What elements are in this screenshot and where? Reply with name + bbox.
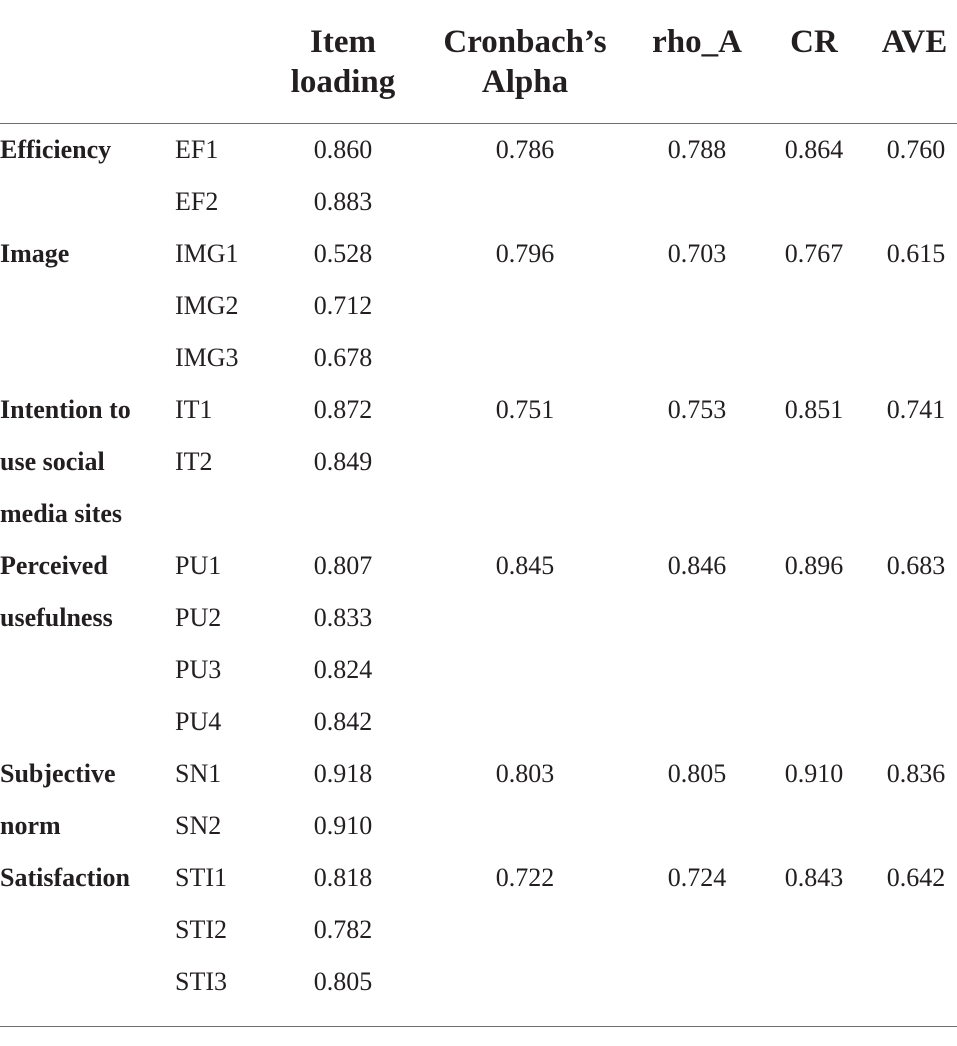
alpha-cell	[440, 644, 610, 696]
rho-a-cell	[645, 800, 749, 852]
loading-cell: 0.883	[313, 187, 373, 216]
construct-cell: Satisfaction	[0, 863, 130, 892]
loading-cell: 0.824	[313, 655, 373, 684]
ave-cell: 0.760	[886, 135, 946, 164]
header-ave: AVE	[881, 24, 948, 60]
loading-cell: 0.712	[313, 291, 373, 320]
loading-cell: 0.842	[313, 707, 373, 736]
rho-a-cell	[645, 904, 749, 956]
item-cell: STI3	[175, 967, 227, 996]
alpha-cell: 0.796	[495, 239, 555, 268]
table-row	[0, 436, 957, 488]
table-row	[0, 280, 957, 332]
cr-cell: 0.843	[784, 863, 844, 892]
cr-cell	[775, 904, 853, 956]
table-row	[0, 592, 957, 644]
cr-cell: 0.910	[784, 759, 844, 788]
alpha-cell	[440, 696, 610, 748]
table-row	[0, 540, 957, 592]
ave-cell: 0.741	[886, 395, 946, 424]
rho-a-cell	[645, 488, 749, 540]
alpha-cell	[440, 592, 610, 644]
ave-cell	[875, 332, 957, 384]
cr-cell	[775, 644, 853, 696]
rho-a-cell: 0.753	[667, 395, 727, 424]
ave-cell	[875, 800, 957, 852]
item-cell: IMG1	[175, 239, 239, 268]
table-row	[0, 904, 957, 956]
loading-cell: 0.678	[313, 343, 373, 372]
construct-cell: media sites	[0, 499, 123, 528]
construct-cell: Intention to	[0, 395, 131, 424]
rho-a-cell	[645, 696, 749, 748]
table-row	[0, 488, 957, 540]
table-row	[0, 852, 957, 904]
loading-cell: 0.849	[313, 447, 373, 476]
cr-cell: 0.767	[784, 239, 844, 268]
loading-cell: 0.805	[313, 967, 373, 996]
cr-cell	[775, 592, 853, 644]
rho-a-cell: 0.805	[667, 759, 727, 788]
alpha-cell	[440, 332, 610, 384]
construct-cell: Subjective	[0, 759, 116, 788]
cr-cell	[775, 332, 853, 384]
rho-a-cell: 0.788	[667, 135, 727, 164]
ave-cell	[875, 592, 957, 644]
alpha-cell: 0.845	[495, 551, 555, 580]
header-cronbachs-alpha: Cronbach’s Alpha	[443, 24, 607, 100]
construct-cell: use social	[0, 447, 105, 476]
rho-a-cell: 0.724	[667, 863, 727, 892]
item-cell: EF2	[175, 187, 219, 216]
cr-cell	[775, 696, 853, 748]
loading-cell: 0.833	[313, 603, 373, 632]
item-cell: IMG3	[175, 343, 239, 372]
ave-cell	[875, 644, 957, 696]
construct-cell: Perceived	[0, 551, 108, 580]
cr-cell: 0.864	[784, 135, 844, 164]
cr-cell	[775, 280, 853, 332]
rho-a-cell: 0.846	[667, 551, 727, 580]
cr-cell	[775, 800, 853, 852]
ave-cell	[875, 280, 957, 332]
table-row	[0, 748, 957, 800]
rho-a-cell	[645, 436, 749, 488]
item-cell: EF1	[175, 135, 219, 164]
construct-cell: Image	[0, 239, 70, 268]
table-row	[0, 696, 957, 748]
loading-cell: 0.807	[313, 551, 373, 580]
table-header	[0, 0, 957, 124]
table-row	[0, 384, 957, 436]
alpha-cell	[440, 956, 610, 1008]
alpha-cell: 0.803	[495, 759, 555, 788]
ave-cell: 0.642	[886, 863, 946, 892]
loading-cell: 0.918	[313, 759, 373, 788]
alpha-cell	[440, 904, 610, 956]
table-row	[0, 644, 957, 696]
ave-cell	[875, 956, 957, 1008]
alpha-cell	[440, 800, 610, 852]
cr-cell	[775, 436, 853, 488]
construct-cell: Efficiency	[0, 135, 112, 164]
item-cell: STI2	[175, 915, 227, 944]
loading-cell: 0.528	[313, 239, 373, 268]
loading-cell: 0.910	[313, 811, 373, 840]
rho-a-cell	[645, 176, 749, 228]
rho-a-cell	[645, 592, 749, 644]
ave-cell	[875, 904, 957, 956]
item-cell: IT2	[175, 447, 213, 476]
item-cell: IT1	[175, 395, 213, 424]
cr-cell	[775, 956, 853, 1008]
alpha-cell	[440, 488, 610, 540]
item-cell: SN2	[175, 811, 222, 840]
item-cell: SN1	[175, 759, 222, 788]
loading-cell: 0.782	[313, 915, 373, 944]
cr-cell	[775, 488, 853, 540]
table-row	[0, 800, 957, 852]
rho-a-cell	[645, 956, 749, 1008]
ave-cell	[875, 488, 957, 540]
alpha-cell	[440, 280, 610, 332]
alpha-cell	[440, 176, 610, 228]
table-row	[0, 332, 957, 384]
ave-cell	[875, 696, 957, 748]
header-item-loading: Item loading	[290, 24, 396, 100]
construct-cell: norm	[0, 811, 61, 840]
ave-cell: 0.615	[886, 239, 946, 268]
loading-cell: 0.872	[313, 395, 373, 424]
loading-cell: 0.860	[313, 135, 373, 164]
cr-cell: 0.896	[784, 551, 844, 580]
ave-cell	[875, 176, 957, 228]
table-bottom-border	[0, 1026, 957, 1027]
item-cell: PU4	[175, 707, 222, 736]
rho-a-cell	[645, 644, 749, 696]
header-cr: CR	[790, 24, 838, 60]
cr-cell	[775, 176, 853, 228]
rho-a-cell: 0.703	[667, 239, 727, 268]
alpha-cell: 0.751	[495, 395, 555, 424]
ave-cell: 0.683	[886, 551, 946, 580]
item-cell: IMG2	[175, 291, 239, 320]
cr-cell: 0.851	[784, 395, 844, 424]
loading-cell	[280, 488, 406, 540]
ave-cell	[875, 436, 957, 488]
table-row	[0, 956, 957, 1008]
construct-cell: usefulness	[0, 603, 113, 632]
table-row	[0, 124, 957, 176]
item-cell: PU1	[175, 551, 222, 580]
table-row	[0, 176, 957, 228]
loading-cell: 0.818	[313, 863, 373, 892]
rho-a-cell	[645, 332, 749, 384]
alpha-cell: 0.722	[495, 863, 555, 892]
ave-cell: 0.836	[886, 759, 946, 788]
rho-a-cell	[645, 280, 749, 332]
item-cell: PU2	[175, 603, 222, 632]
header-rho-a: rho_A	[652, 24, 742, 60]
table-row	[0, 228, 957, 280]
item-cell: STI1	[175, 863, 227, 892]
alpha-cell: 0.786	[495, 135, 555, 164]
item-cell: PU3	[175, 655, 222, 684]
alpha-cell	[440, 436, 610, 488]
